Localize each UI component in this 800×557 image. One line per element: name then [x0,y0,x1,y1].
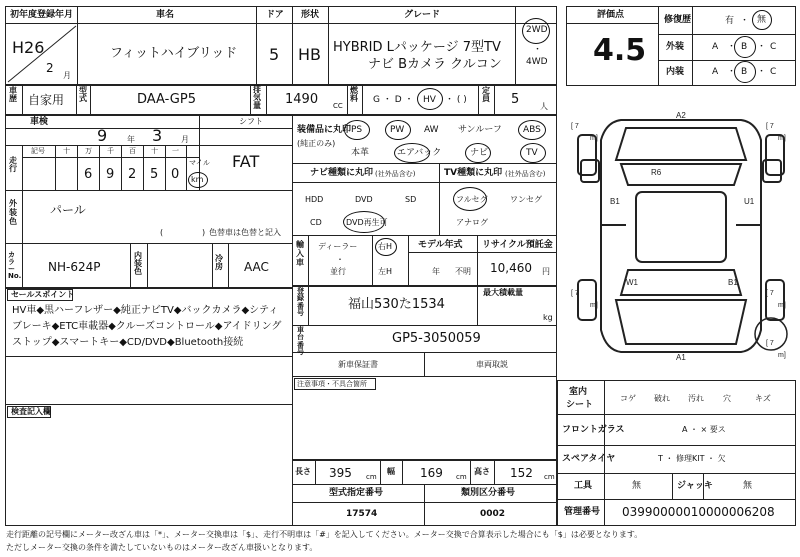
car-name-label: 車名 [156,10,175,20]
seat-opt: 穴 [723,394,731,403]
mileage-sym-label: 記号 [31,147,45,155]
cc-unit: CC [333,102,343,110]
inspection-month: 3 [152,126,163,145]
person-unit: 人 [540,102,548,111]
tv-fullseg: フルセグ [456,195,488,204]
glass-label: フロントガラス [562,425,625,435]
recycle: 10,460 [490,261,532,275]
import-left: 左H [378,267,393,276]
repair-dot: ・ [740,16,750,26]
mark-b1-left: B1 [610,197,620,206]
equip-pw: PW [390,125,405,135]
seat-label-2: シート [566,400,594,410]
grade-line2: ナビ Bカメラ クルコン [368,57,502,72]
navi-dvd-play: DVD再生可 [346,218,388,227]
model: DAA-GP5 [137,92,196,107]
car-name: フィットハイブリッド [110,46,238,61]
mark-a1: A1 [676,353,686,362]
class-no: 0002 [480,509,506,519]
mark-r6: R6 [651,168,662,177]
type-no: 17574 [346,509,378,519]
unit-10b: 十 [151,147,158,155]
ext-b: B [741,42,748,52]
seat-opt: 破れ [654,394,670,403]
navi-hdd: HDD [305,195,324,204]
int-c: C [770,67,777,77]
mark-w1: W1 [626,278,638,287]
fuel-paren: ・ ( ) [445,95,467,105]
width: 169 [420,466,443,480]
equip-leather: 本革 [351,148,370,158]
interior-label: 内装 [666,67,685,77]
fuel-options: G ・ D ・ [373,95,414,105]
equip-aw: AW [424,125,439,135]
mileage-digit: 0 [171,167,180,182]
width-label: 幅 [387,467,395,476]
svg-text:m]: m] [590,302,598,309]
ext-dot: ・ [727,42,737,52]
km-label: km [191,175,204,184]
paren-close: ) [202,228,206,237]
navi-label: ナビ種類に丸印 [310,168,374,178]
fuel-label: 燃料 [350,86,358,103]
svg-text:[ 7: [ 7 [766,340,774,347]
use-label: 車歴 [9,86,17,103]
navi-sd: SD [405,195,417,204]
import-parallel: 並行 [330,267,346,276]
seat-label-1: 室内 [569,387,588,397]
tv-analog: アナログ [456,218,488,227]
equip-abs: ABS [523,125,541,135]
capacity-label: 定員 [482,86,490,103]
capacity: 5 [511,92,520,107]
mileage-digit: 6 [84,167,93,182]
mark-a2: A2 [676,111,686,120]
first-reg-month: 2 [46,61,54,75]
import-label: 輸入車 [296,240,304,267]
spare-label: スペアタイヤ [562,454,616,464]
color-label: 外装色 [9,199,17,226]
grade-line1: HYBRID Lパッケージ 7型TV [333,40,501,55]
cm-unit: cm [544,473,555,481]
use: 自家用 [28,93,65,107]
plate: 福山530た1534 [348,297,445,312]
jack: 無 [743,481,753,491]
equip-sub: (純正のみ) [297,139,336,148]
ext-dot: ・ [757,42,767,52]
yen-unit: 円 [542,267,550,276]
unit-100: 百 [129,147,136,155]
int-dot: ・ [727,67,737,77]
navi-sub: (社外品含む) [375,170,416,178]
mileage-digit: 9 [106,167,115,182]
height-label: 高さ [474,467,490,476]
svg-text:m]: m] [778,135,786,142]
svg-text:[ 7: [ 7 [571,290,579,297]
svg-text:[ 7: [ 7 [766,290,774,297]
svg-text:m]: m] [778,302,786,309]
doors: 5 [269,45,280,64]
drive-2wd: 2WD [526,25,548,35]
navi-dvd: DVD [355,195,373,204]
repair-no: 無 [757,15,767,25]
tools: 無 [632,481,642,491]
sales-line: ストップ◆スマートキー◆CD/DVD◆Bluetooth接続 [12,337,244,348]
spare-opts: T ・ 修理KIT ・ 欠 [658,454,726,463]
mileage-digit: 5 [150,167,159,182]
chassis: GP5-3050059 [392,331,481,346]
class-no-label: 類別区分番号 [461,488,516,498]
color-no-label: カラーNo. [8,251,22,280]
tools-label: 工具 [574,481,593,491]
cm-unit: cm [366,473,377,481]
seat-opt: キズ [755,394,771,403]
ext-a: A [712,42,719,52]
displacement: 1490 [285,92,319,107]
unit-10: 十 [63,147,70,155]
grade-label: グレード [404,10,441,20]
cm-unit: cm [456,473,467,481]
warranty: 新車保証書 [338,360,378,369]
mileage-digit: 2 [128,167,137,182]
paren-open: ( [160,228,164,237]
first-reg-label: 初年度登録年月 [10,10,74,20]
tv-label: TV種類に丸印 [444,168,503,178]
manual: 車両取説 [476,360,508,369]
color-no: NH-624P [48,260,101,274]
sales-line: ブレーキ◆ETC車載器◆クルーズコントロール◆アイドリング [12,321,282,332]
ac: AAC [244,260,269,274]
repair-label: 修復歴 [664,15,692,25]
equip-tv: TV [526,148,538,158]
footer-line1: 走行距離の記号欄にメーター改ざん車は「*」、メーター交換車は「$」、走行不明車は「#」を記入してください。メーター交換で合算表示した場合にも「$」は必要となります。 [6,530,643,539]
mark-b1-right: B1 [728,278,738,287]
unit-10k: 万 [85,147,92,155]
sales-line: HV車◆黒ハーフレザー◆純正ナビTV◆バックカメラ◆シティ [12,305,279,316]
unit-1: 一 [172,147,179,155]
disp-label: 排気量 [253,85,261,110]
seat-opt: 汚れ [688,394,704,403]
glass-opts: A ・ × 要ス [682,425,726,434]
equip-label: 装備品に丸印 [297,125,352,135]
jack-label: ジャッキ [677,481,713,491]
shift-label: シフト [239,117,263,126]
shape-label: 形状 [301,10,320,20]
footer-line2: ただしメーター交換の条件を満たしていないものはメーター改ざん車扱いとなります。 [6,543,318,552]
sales-label: セールスポイント [11,290,75,299]
model-year-unknown: 不明 [455,267,471,276]
int-dot: ・ [757,67,767,77]
inspection-month-unit: 月 [181,135,189,144]
height: 152 [510,466,533,480]
max-load-label: 最大積載量 [483,288,523,297]
mgmt-label: 管理番号 [564,507,601,517]
first-reg-era: H26 [12,38,45,57]
import-dealer: ディーラー [318,242,358,251]
repair-yes: 有 [725,16,735,26]
import-right: 右H [378,242,393,251]
ac-label: 冷房 [215,254,223,271]
mark-u1: U1 [744,197,755,206]
interior-color-label: 内装色 [134,251,142,276]
exterior-label: 外装 [666,42,685,52]
svg-text:[ 7: [ 7 [766,123,774,130]
model-year-label: モデル年式 [418,240,463,250]
color-value: パール [50,203,86,217]
int-a: A [712,67,719,77]
model-year-unit: 年 [432,267,440,276]
plate-label: 登録番号 [297,287,304,318]
recycle-label: リサイクル預託金 [482,240,553,250]
kg-unit: kg [543,313,553,322]
inspection-year: 9 [97,126,108,145]
drive-4wd: 4WD [526,57,548,67]
type-no-label: 型式指定番号 [329,488,384,498]
fuel-hv: HV [423,95,436,105]
import-dot: ・ [336,255,344,264]
svg-text:[ 7: [ 7 [571,123,579,130]
door-label: ドア [266,10,284,20]
navi-cd: CD [310,218,322,227]
inspection-year-unit: 年 [127,135,135,144]
month-unit: 月 [63,71,71,80]
shape: HB [298,45,322,64]
mgmt: 03990000010000006208 [622,505,775,519]
equip-ps: PS [351,125,363,135]
ext-c: C [770,42,777,52]
unit-1k: 千 [107,147,114,155]
length: 395 [329,466,352,480]
equip-sunroof: サンルーフ [458,125,502,135]
score: 4.5 [593,33,647,68]
inspection-label: 車検 [30,117,49,127]
svg-text:m]: m] [590,135,598,142]
inspector-label: 検査記入欄 [11,407,51,416]
mile-label: マイル [189,159,210,167]
svg-text:m]: m] [778,352,786,359]
tv-sub: (社外品含む) [505,170,546,178]
caution-label: 注意事項・不具合箇所 [297,380,367,388]
int-b: B [741,67,748,77]
model-label: 型式 [79,86,87,103]
equip-navi: ナビ [470,148,489,158]
equip-airbag: エアバック [397,148,442,158]
chassis-label: 車台番号 [297,326,304,357]
mileage-label: 走行 [9,156,17,173]
car-diagram [566,100,796,370]
color-note: 色替車は色替と記入 [209,228,281,237]
tv-oneseg: ワンセグ [510,195,542,204]
shift: FAT [232,152,260,171]
seat-opt: コゲ [620,394,636,403]
length-label: 長さ [295,467,311,476]
score-label: 評価点 [597,10,625,20]
